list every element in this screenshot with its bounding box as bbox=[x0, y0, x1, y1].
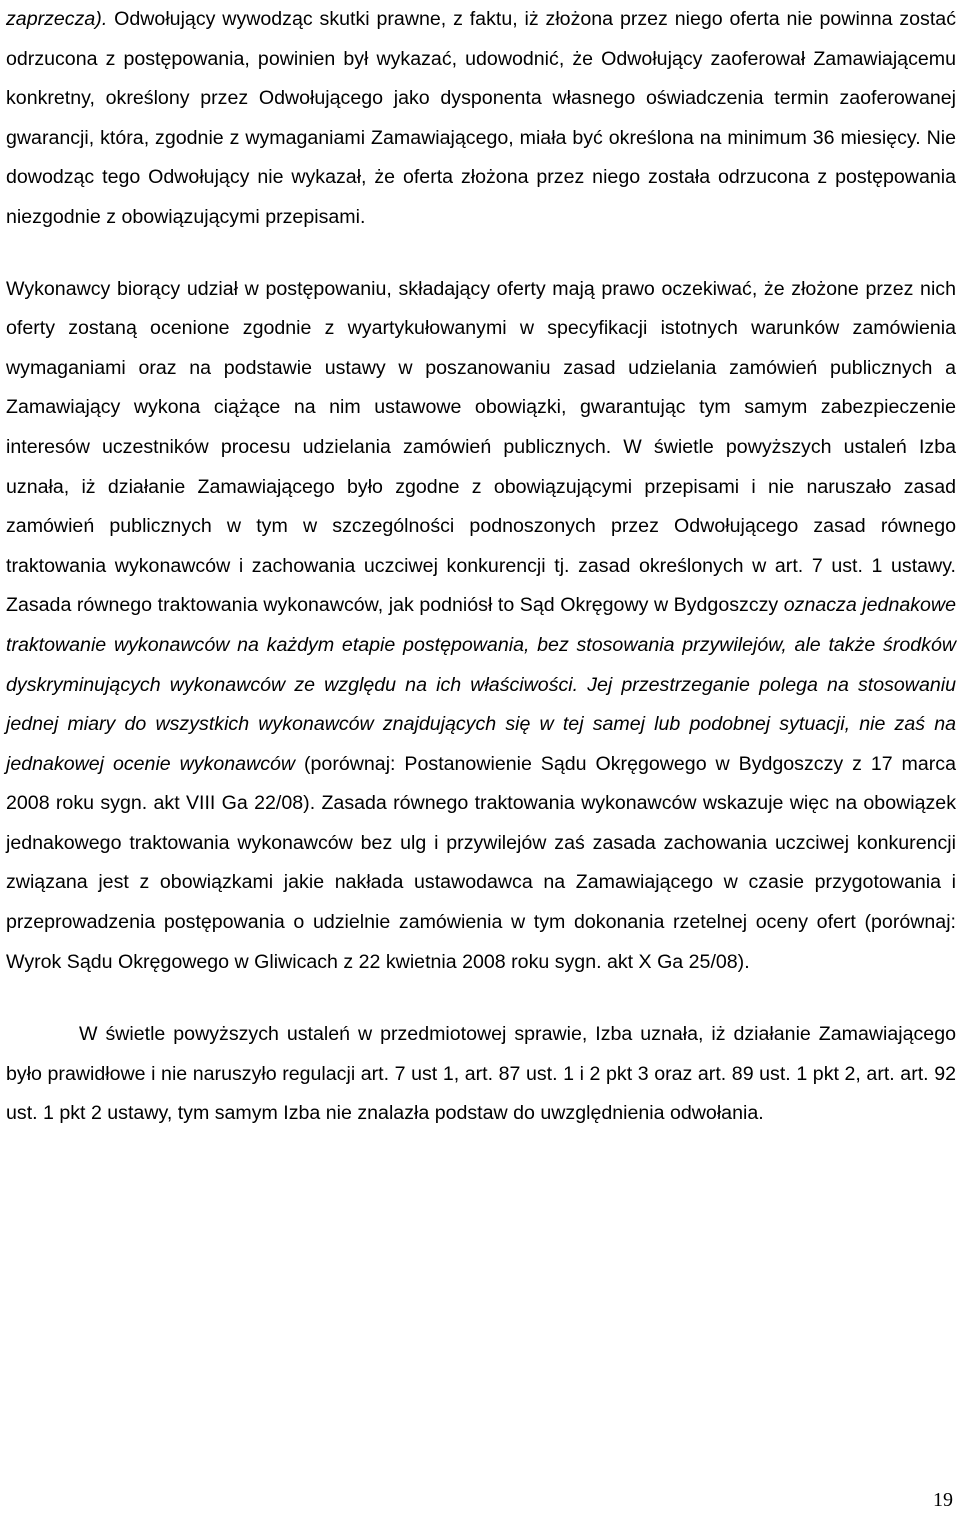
paragraph-text: Odwołujący wywodząc skutki prawne, z faktu, iż złożona przez niego oferta nie powinna zostać odrzucona z postępowania, powinien był wykazać, udowodnić, że Odwołujący zaoferował Zamawiającemu konkretny, określony przez Odwołującego jako dysponenta własnego oświadczenia termin zaoferowanej gwarancji, która, zgodnie z wymaganiami Zamawiającego, miała być określona na minimum 36 miesięcy. Nie dowodząc tego Odwołujący nie wykazał, że oferta złożona przez niego została odrzucona z postępowania niezgodnie z obowiązującymi przepisami. bbox=[6, 8, 956, 228]
paragraph-1 bbox=[6, 0, 956, 238]
italic-quote: oznacza jednakowe traktowanie wykonawców na każdym etapie postępowania, bez stosowania przywilejów, ale także środków dyskryminujących wykonawców ze względu na ich właściwości. Jej przestrzeganie polega na stosowaniu jednej miary do wszystkich wykonawców znajdujących się w tej samej lub podobnej sytuacji, nie zaś na jednakowej ocenie wykonawców bbox=[6, 594, 956, 775]
paragraph-text: Wykonawcy biorący udział w postępowaniu, składający oferty mają prawo oczekiwać, że złożone przez nich oferty zostaną ocenione zgodnie z wyartykułowanymi w specyfikacji istotnych warunków zamówienia wymaganiami oraz na podstawie ustawy w poszanowaniu zasad udzielania zamówień publicznych a Zamawiający wykona ciążące na nim ustawowe obowiązki, gwarantując tym samym zabezpieczenie interesów uczestników procesu udzielania zamówień publicznych. W świetle powyższych ustaleń Izba uznała, iż działanie Zamawiającego było zgodne z obowiązującymi przepisami i nie naruszało zasad zamówień publicznych w tym w szczególności podnoszonych przez Odwołującego zasad równego traktowania wykonawców i zachowania uczciwej konkurencji tj. zasad określonych w art. 7 ust. 1 ustawy. Zasada równego traktowania wykonawców, jak podniósł to Sąd Okręgowy w Bydgoszczy bbox=[6, 277, 956, 617]
paragraph-text: W świetle powyższych ustaleń w przedmiotowej sprawie, Izba uznała, iż działanie Zamawiającego było prawidłowe i nie naruszyło regulacji art. 7 ust 1, art. 87 ust. 1 i 2 pkt 3 oraz art. 89 ust. 1 pkt 2, art. art. 92 ust. 1 pkt 2 ustawy, tym samym Izba nie znalazła podstaw do uwzględnienia odwołania. bbox=[6, 1023, 956, 1125]
paragraph-2 bbox=[6, 270, 956, 983]
italic-segment: zaprzecza). bbox=[6, 8, 108, 30]
paragraph-3 bbox=[6, 1015, 956, 1134]
document-page bbox=[6, 0, 956, 1134]
paragraph-text: (porównaj: Postanowienie Sądu Okręgowego w Bydgoszczy z 17 marca 2008 roku sygn. akt VIII Ga 22/08). Zasada równego traktowania wykonawców wskazuje więc na obowiązek jednakowego traktowania wykonawców bez ulg i przywilejów zaś zasada zachowania uczciwej konkurencji związana jest z obowiązkami jakie nakłada ustawodawca na Zamawiającego w czasie przygotowania i przeprowadzenia postępowania o udzielnie zamówienia w tym dokonania rzetelnej oceny ofert (porównaj: Wyrok Sądu Okręgowego w Gliwicach z 22 kwietnia 2008 roku sygn. akt X Ga 25/08). bbox=[6, 752, 956, 973]
page-number: 19 bbox=[933, 1489, 953, 1511]
